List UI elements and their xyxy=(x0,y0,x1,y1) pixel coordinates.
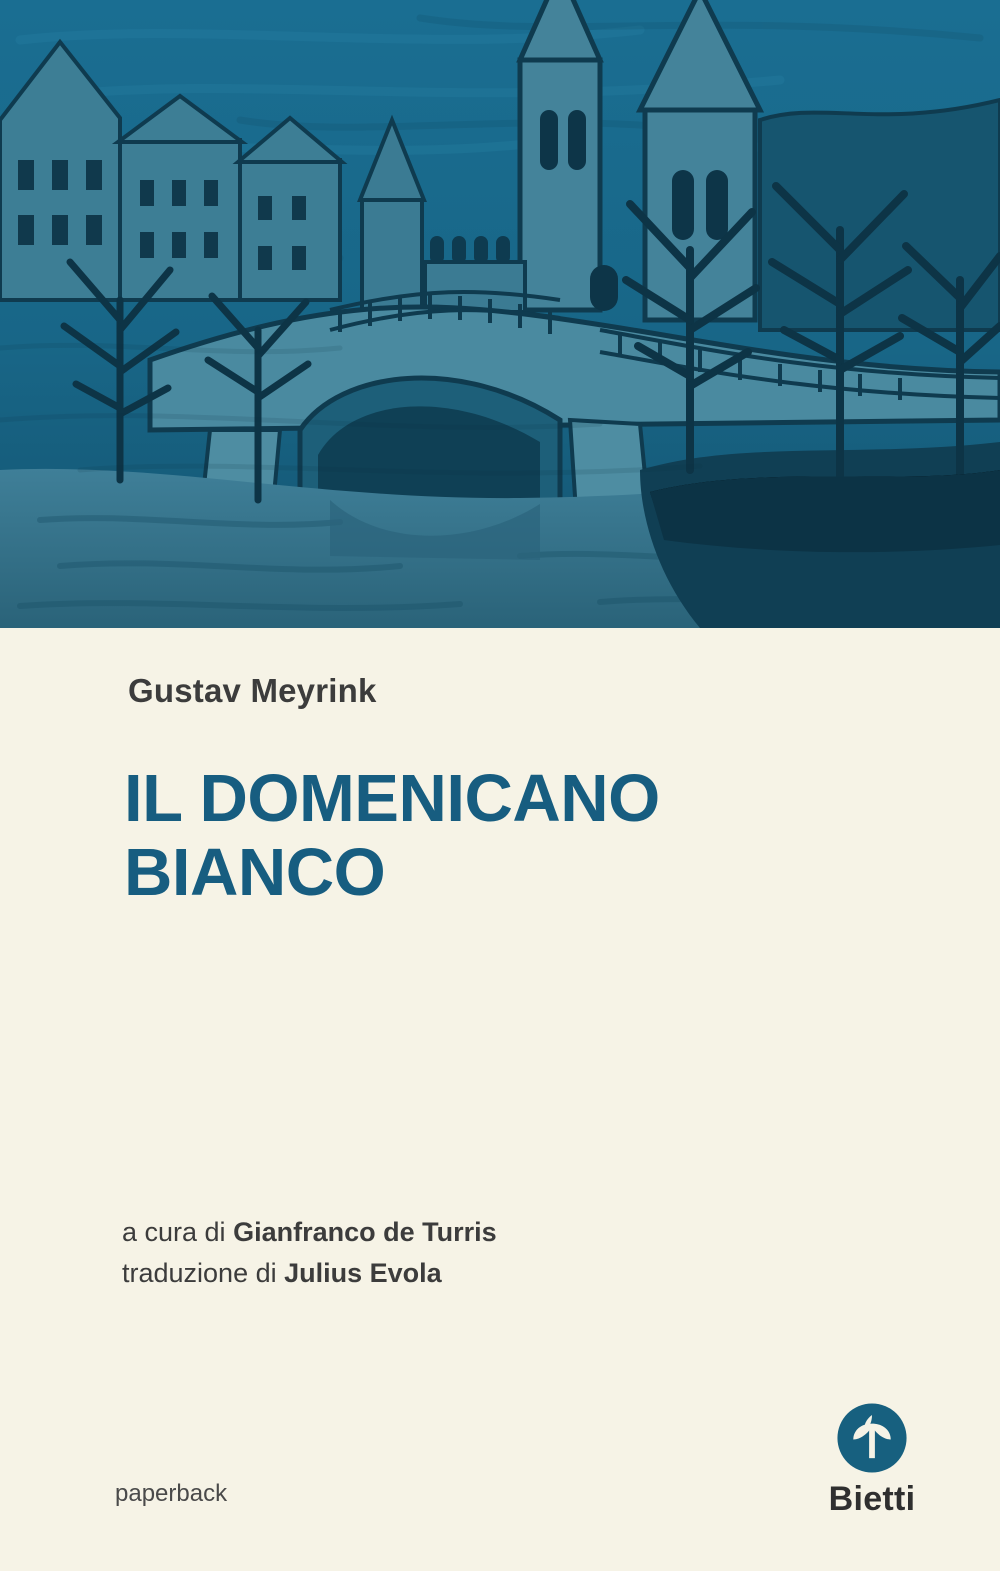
tree-leaf-emblem-icon xyxy=(836,1402,908,1474)
translator-name: Julius Evola xyxy=(284,1258,442,1289)
cover-artwork xyxy=(0,0,1000,628)
credits-block xyxy=(122,1212,497,1294)
editor-prefix: a cura di xyxy=(122,1217,234,1247)
author-name: Gustav Meyrink xyxy=(128,672,377,709)
translator-prefix: traduzione di xyxy=(122,1258,285,1289)
translator-line xyxy=(122,1253,497,1294)
book-title: IL DOMENICANO BIANCO xyxy=(124,761,660,911)
editor-line xyxy=(122,1212,497,1253)
publisher-logo xyxy=(802,1402,942,1519)
editor-name: Gianfranco de Turris xyxy=(233,1217,497,1247)
publisher-name: Bietti xyxy=(828,1480,916,1518)
artwork-illustration xyxy=(0,0,1000,628)
series-label: paperback xyxy=(115,1480,228,1507)
